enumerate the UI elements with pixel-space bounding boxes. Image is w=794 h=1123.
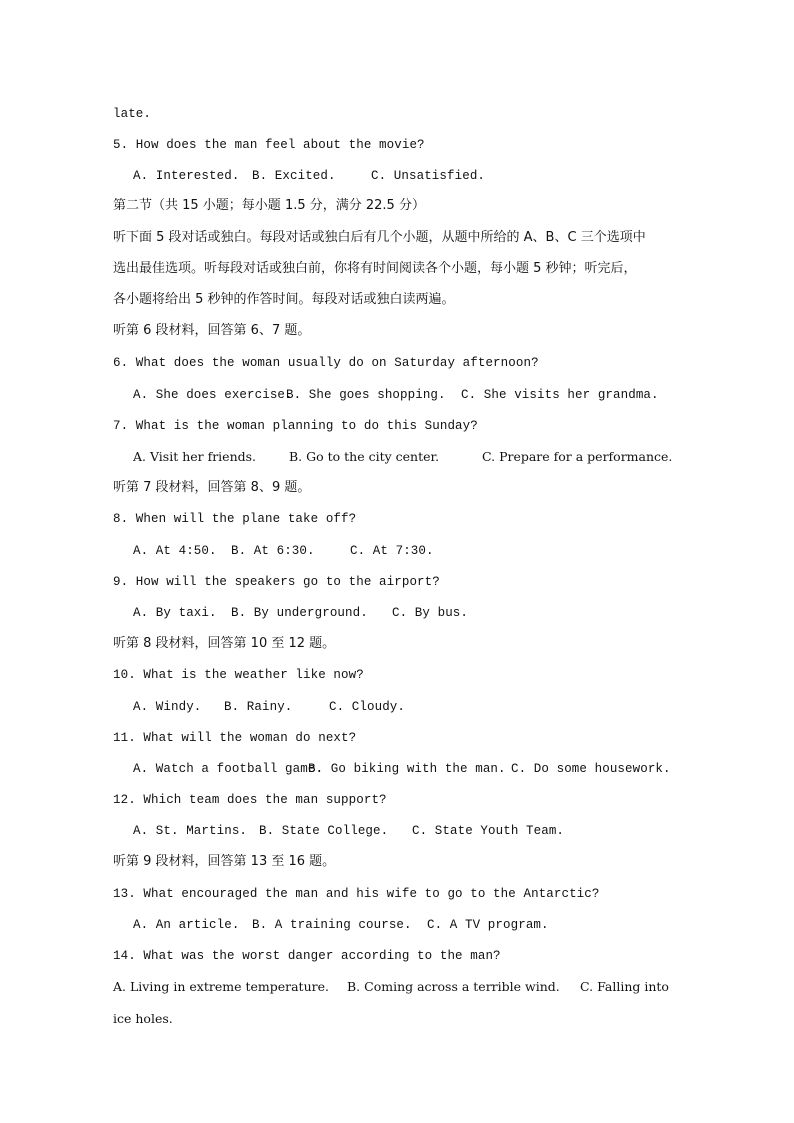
option-a: A. At 4:50. [133, 544, 217, 558]
continued-text: late. [113, 107, 152, 121]
option-c: C. A TV program. [427, 918, 549, 932]
option-c: C. Falling into [580, 979, 669, 994]
question-9: 9. How will the speakers go to the airport? [113, 575, 440, 589]
instructions-line-2: 选出最佳选项。听每段对话或独白前，你将有时间阅读各个小题，每小题 5 秒钟；听完后， [113, 261, 637, 276]
option-b: B. State College. [259, 824, 389, 838]
question-10: 10. What is the weather like now? [113, 668, 364, 682]
option-b: B. Go biking with the man. [308, 762, 506, 776]
option-c: C. Cloudy. [329, 700, 406, 714]
option-b: B. Go to the city center. [289, 449, 440, 464]
option-a: A. She does exercise. [133, 388, 293, 402]
option-c: C. Prepare for a performance. [482, 449, 673, 464]
option-b: B. By underground. [231, 606, 368, 620]
question-7: 7. What is the woman planning to do this Sunday? [113, 419, 478, 433]
option-b: B. She goes shopping. [286, 388, 446, 402]
option-b: B. Rainy. [224, 700, 293, 714]
material-9-heading: 听第 9 段材料，回答第 13 至 16 题。 [113, 854, 336, 869]
question-14-option-c-continued: ice holes. [113, 1011, 173, 1026]
material-7-heading: 听第 7 段材料，回答第 8、9 题。 [113, 480, 311, 495]
question-6: 6. What does the woman usually do on Saturday afternoon? [113, 356, 539, 370]
option-a: A. Living in extreme temperature. [113, 979, 329, 994]
material-6-heading: 听第 6 段材料，回答第 6、7 题。 [113, 323, 311, 338]
option-c: C. At 7:30. [350, 544, 434, 558]
option-b: B. A training course. [252, 918, 412, 932]
question-14: 14. What was the worst danger according to the man? [113, 949, 501, 963]
question-12: 12. Which team does the man support? [113, 793, 387, 807]
option-b: B. Excited. [252, 169, 336, 183]
section-2-header: 第二节（共 15 小题；每小题 1.5 分，满分 22.5 分） [113, 198, 425, 213]
material-8-heading: 听第 8 段材料，回答第 10 至 12 题。 [113, 636, 336, 651]
question-13: 13. What encouraged the man and his wife to go to the Antarctic? [113, 887, 600, 901]
question-11: 11. What will the woman do next? [113, 731, 357, 745]
option-c: C. State Youth Team. [412, 824, 565, 838]
option-b: B. Coming across a terrible wind. [347, 979, 560, 994]
option-c: C. By bus. [392, 606, 469, 620]
option-a: A. An article. [133, 918, 240, 932]
option-a: A. Windy. [133, 700, 202, 714]
instructions-line-1: 听下面 5 段对话或独白。每段对话或独白后有几个小题，从题中所给的 A、B、C 三个选项中 [113, 230, 646, 245]
option-c: C. She visits her grandma. [461, 388, 659, 402]
option-a: A. Interested. [133, 169, 240, 183]
question-5: 5. How does the man feel about the movie? [113, 138, 425, 152]
option-a: A. By taxi. [133, 606, 217, 620]
option-c: C. Unsatisfied. [371, 169, 486, 183]
option-a: A. Watch a football game. [133, 762, 324, 776]
option-a: A. St. Martins. [133, 824, 248, 838]
option-c: C. Do some housework. [511, 762, 671, 776]
question-8: 8. When will the plane take off? [113, 512, 357, 526]
option-a: A. Visit her friends. [133, 449, 257, 464]
option-b: B. At 6:30. [231, 544, 315, 558]
instructions-line-3: 各小题将给出 5 秒钟的作答时间。每段对话或独白读两遍。 [113, 292, 455, 307]
